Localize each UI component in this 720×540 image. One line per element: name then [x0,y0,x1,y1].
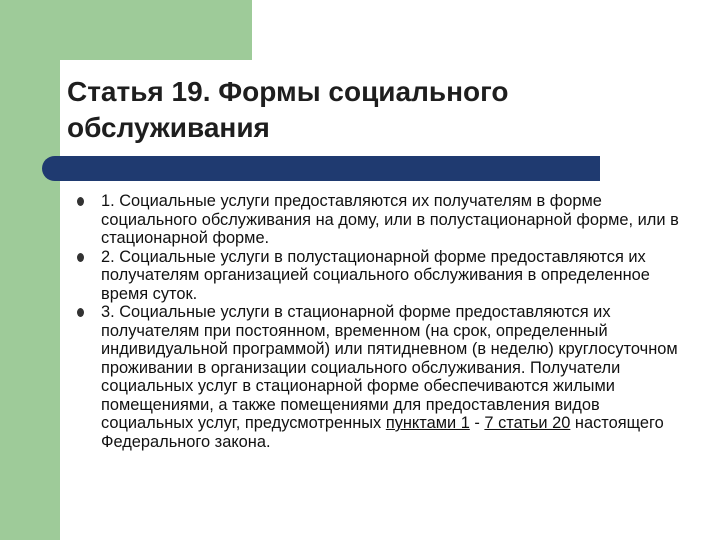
slide-title [67,74,667,146]
bullet-dot-icon [77,308,84,317]
bullet-list [75,192,695,451]
bullet-text-3: 3. Социальные услуги в стационарной форме предоставляются их получателям при постоянном, временном (на срок, определенный индивидуальной программой) или пятидневном (в неделю) круглосуточном проживании в организации социального обслуживания. Получатели социальных услуг в стационарной форме обеспечиваются жилыми помещениями, а также помещениями для предоставления видов социальных услуг, предусмотренных [101,303,678,432]
title-line-2: обслуживания [67,112,270,143]
title-line-1: Статья 19. Формы социального [67,76,509,107]
bullet-text-3-tail: настоящего Федерального закона. [101,414,664,451]
bullet-text-1: 1. Социальные услуги предоставляются их получателям в форме социального обслуживания на дому, или в полустационарной форме, или в стационарной форме. [101,192,679,247]
link-punkt-1[interactable]: пунктами 1 [385,414,470,432]
dash-separator: - [469,414,485,432]
bullet-dot-icon [77,253,84,262]
bullet-item-1 [75,192,695,248]
bullet-dot-icon [77,197,84,206]
title-divider-bar [42,156,600,181]
divider-line [55,156,600,181]
bullet-text-2: 2. Социальные услуги в полустационарной форме предоставляются их получателям организацией социального обслуживания в определенное время суток. [101,247,650,303]
bullet-item-2 [75,248,695,304]
bullet-item-3 [75,303,695,451]
link-statya-20[interactable]: 7 статьи 20 [484,414,571,432]
